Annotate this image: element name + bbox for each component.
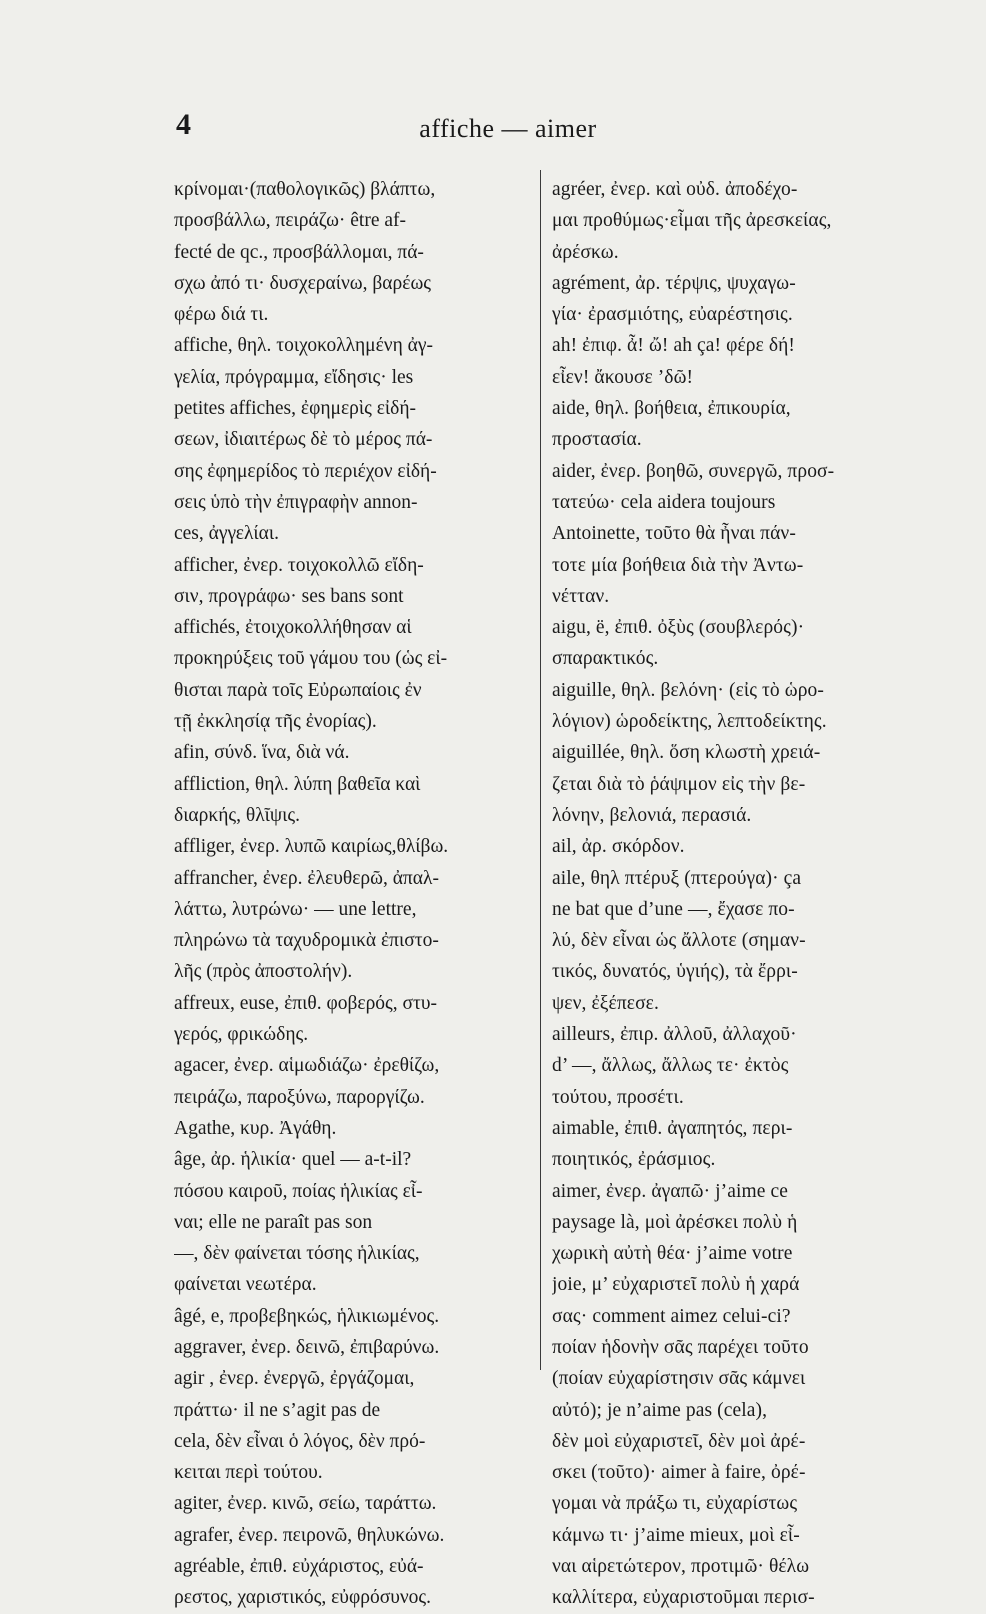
text-line: Agathe, κυρ. Ἀγάθη. — [174, 1117, 337, 1139]
text-line: afficher, ἐνερ. τοιχοκολλῶ εἴδη- — [174, 554, 424, 576]
text-line: cela, δὲν εἶναι ὁ λόγος, δὲν πρό- — [174, 1430, 426, 1452]
column-rule — [540, 170, 541, 1370]
text-line: ἀρέσκω. — [552, 241, 619, 263]
text-line: joie, μ’ εὐχαριστεῖ πολὺ ἡ χαρά — [552, 1274, 800, 1296]
text-line: πειράζω, παροξύνω, παροργίζω. — [174, 1086, 425, 1108]
text-line: paysage là, μοὶ ἀρέσκει πολὺ ἡ — [552, 1211, 798, 1233]
text-line: fecté de qc., προσβάλλομαι, πά- — [174, 241, 424, 263]
text-line: ποίαν ἡδονὴν σᾶς παρέχει τοῦτο — [552, 1336, 809, 1358]
text-line: ναι; elle ne paraît pas son — [174, 1211, 373, 1233]
text-line: ces, ἀγγελίαι. — [174, 523, 279, 545]
text-line: νέτταν. — [552, 585, 610, 607]
text-line: προστασία. — [552, 429, 642, 451]
text-line: λύ, δὲν εἶναι ὡς ἄλλοτε (σημαν- — [552, 930, 806, 952]
text-line: ail, ἀρ. σκόρδον. — [552, 836, 685, 858]
text-line: τοτε μία βοήθεια διὰ τὴν Ἀντω- — [552, 554, 804, 576]
text-line: πόσου καιροῦ, ποίας ἡλικίας εἶ- — [174, 1180, 423, 1202]
text-line: καλλίτερα, εὐχαριστοῦμαι περισ- — [552, 1587, 815, 1609]
text-line: aimer, ἐνερ. ἀγαπῶ· j’aime ce — [552, 1180, 789, 1202]
text-line: φαίνεται νεωτέρα. — [174, 1274, 317, 1296]
text-line: affrancher, ἐνερ. ἐλευθερῶ, ἀπαλ- — [174, 867, 439, 889]
text-line: γομαι νὰ πράξω τι, εὐχαρίστως — [552, 1493, 798, 1515]
page-number: 4 — [176, 108, 191, 141]
text-line: σχω ἀπό τι· δυσχεραίνω, βαρέως — [174, 272, 431, 294]
text-line: σκει (τοῦτο)· aimer à faire, ὀρέ- — [552, 1462, 806, 1484]
right-column — [552, 174, 932, 1614]
text-line: αὐτό); je n’aime pas (cela), — [552, 1399, 768, 1421]
text-line: τῇ ἐκκλησίᾳ τῆς ἐνορίας). — [174, 711, 377, 733]
text-line: σιν, προγράφω· ses bans sont — [174, 585, 404, 607]
text-line: âge, ἀρ. ἡλικία· quel — a-t-il? — [174, 1149, 412, 1171]
text-line: affichés, ἐτοιχοκολλήθησαν αἱ — [174, 617, 412, 639]
text-line: (ποίαν εὐχαρίστησιν σᾶς κάμνει — [552, 1368, 806, 1390]
text-line: σεων, ἰδιαιτέρως δὲ τὸ μέρος πά- — [174, 429, 433, 451]
text-line: προσβάλλω, πειράζω· être af- — [174, 210, 407, 232]
text-line: aide, θηλ. βοήθεια, ἐπικουρία, — [552, 398, 791, 420]
text-line: γία· ἐρασμιότης, εὐαρέστησις. — [552, 304, 793, 326]
text-line: aiguille, θηλ. βελόνη· (εἰς τὸ ὡρο- — [552, 679, 824, 701]
text-line: γελία, πρόγραμμα, εἴδησις· les — [174, 366, 414, 388]
text-line: affreux, euse, ἐπιθ. φοβερός, στυ- — [174, 992, 438, 1014]
text-line: κάμνω τι· j’aime mieux, μοὶ εἶ- — [552, 1524, 800, 1546]
text-line: agrafer, ἐνερ. πειρονῶ, θηλυκώνω. — [174, 1524, 445, 1546]
text-line: ah! ἐπιφ. ἆ! ὤ! ah ça! φέρε δή! — [552, 335, 796, 357]
text-line: ποιητικός, ἐράσμιος. — [552, 1149, 716, 1171]
text-line: πληρώνω τὰ ταχυδρομικὰ ἐπιστο- — [174, 930, 439, 952]
text-line: εἶεν! ἄκουσε ’δῶ! — [552, 366, 694, 388]
text-line: aider, ἐνερ. βοηθῶ, συνεργῶ, προσ- — [552, 460, 835, 482]
text-line: agrément, ἀρ. τέρψις, ψυχαγω- — [552, 272, 796, 294]
text-line: τικός, δυνατός, ὑγιής), τὰ ἔρρι- — [552, 961, 798, 983]
text-line: λῆς (πρὸς ἀποστολήν). — [174, 961, 353, 983]
text-line: afin, σύνδ. ἵνα, διὰ νά. — [174, 742, 350, 764]
text-line: —, δὲν φαίνεται τόσης ἡλικίας, — [174, 1243, 420, 1265]
text-line: λόγιον) ὡροδείκτης, λεπτοδείκτης. — [552, 711, 827, 733]
text-line: agréer, ἐνερ. καὶ οὐδ. ἀποδέχο- — [552, 179, 798, 200]
text-line: âgé, e, προβεβηκώς, ἡλικιωμένος. — [174, 1305, 440, 1327]
running-head: affiche — aimer — [419, 114, 597, 143]
text-line: λάττω, λυτρώνω· — une lettre, — [174, 898, 417, 920]
text-line: τούτου, προσέτι. — [552, 1086, 684, 1108]
text-line: γερός, φρικώδης. — [174, 1024, 309, 1046]
text-line: aimable, ἐπιθ. ἀγαπητός, περι- — [552, 1117, 793, 1139]
text-line: agacer, ἐνερ. αἱμωδιάζω· ἐρεθίζω, — [174, 1055, 440, 1077]
text-line: μαι προθύμως·εἶμαι τῆς ἀρεσκείας, — [552, 210, 832, 232]
text-line: σπαρακτικός. — [552, 648, 659, 670]
text-line: ναι αἱρετώτερον, προτιμῶ· θέλω — [552, 1556, 810, 1578]
left-column — [174, 174, 534, 1614]
text-line: λόνην, βελονιά, περασιά. — [552, 804, 752, 826]
text-line: δὲν μοὶ εὐχαριστεῖ, δὲν μοὶ ἀρέ- — [552, 1430, 806, 1452]
text-line: ρεστος, χαριστικός, εὐφρόσυνος. — [174, 1587, 432, 1609]
text-line: σης ἐφημερίδος τὸ περιέχον εἰδή- — [174, 460, 437, 482]
text-line: aggraver, ἐνερ. δεινῶ, ἐπιβαρύνω. — [174, 1336, 440, 1358]
text-line: affiche, θηλ. τοιχοκολλημένη ἀγ- — [174, 335, 434, 357]
text-line: προκηρύξεις τοῦ γάμου του (ὡς εἰ- — [174, 648, 448, 670]
text-line: κειται περὶ τούτου. — [174, 1462, 323, 1484]
text-line: Antoinette, τοῦτο θὰ ἦναι πάν- — [552, 523, 796, 545]
text-line: ψεν, ἐξέπεσε. — [552, 992, 659, 1014]
text-line: φέρω διά τι. — [174, 304, 269, 326]
text-line: ne bat que d’une —, ἔχασε πο- — [552, 898, 795, 920]
text-line: ζεται διὰ τὸ ῥάψιμον εἰς τὴν βε- — [552, 773, 806, 795]
text-line: aigu, ë, ἐπιθ. ὀξὺς (σουβλερός)· — [552, 617, 805, 639]
text-line: πράττω· il ne s’agit pas de — [174, 1399, 381, 1421]
text-line: κρίνομαι·(παθολογικῶς) βλάπτω, — [174, 179, 436, 200]
text-line: petites affiches, ἐφημερὶς εἰδή- — [174, 398, 417, 420]
text-line: aiguillée, θηλ. ὅση κλωστὴ χρειά- — [552, 742, 821, 764]
text-line: aile, θηλ πτέρυξ (πτερούγα)· ça — [552, 867, 802, 889]
text-line: agiter, ἐνερ. κινῶ, σείω, ταράττω. — [174, 1493, 437, 1515]
text-line: σας· comment aimez celui-ci? — [552, 1305, 791, 1327]
text-line: ailleurs, ἐπιρ. ἀλλοῦ, ἀλλαχοῦ· — [552, 1024, 797, 1046]
text-line: θισται παρὰ τοῖς Εὐρωπαίοις ἐν — [174, 679, 422, 701]
text-line: agréable, ἐπιθ. εὐχάριστος, εὐά- — [174, 1556, 424, 1578]
text-line: διαρκής, θλῖψις. — [174, 804, 300, 826]
text-line: agir , ἐνερ. ἐνεργῶ, ἐργάζομαι, — [174, 1368, 415, 1390]
text-line: σεις ὑπὸ τὴν ἐπιγραφὴν annon- — [174, 491, 418, 513]
text-line: affliction, θηλ. λύπη βαθεῖα καὶ — [174, 773, 421, 795]
text-line: χωρικὴ αὐτὴ θέα· j’aime votre — [552, 1243, 793, 1265]
text-line: τατεύω· cela aidera toujours — [552, 491, 776, 513]
text-line: affliger, ἐνερ. λυπῶ καιρίως,θλίβω. — [174, 836, 449, 858]
text-line: d’ —, ἄλλως, ἄλλως τε· ἐκτὸς — [552, 1055, 789, 1077]
